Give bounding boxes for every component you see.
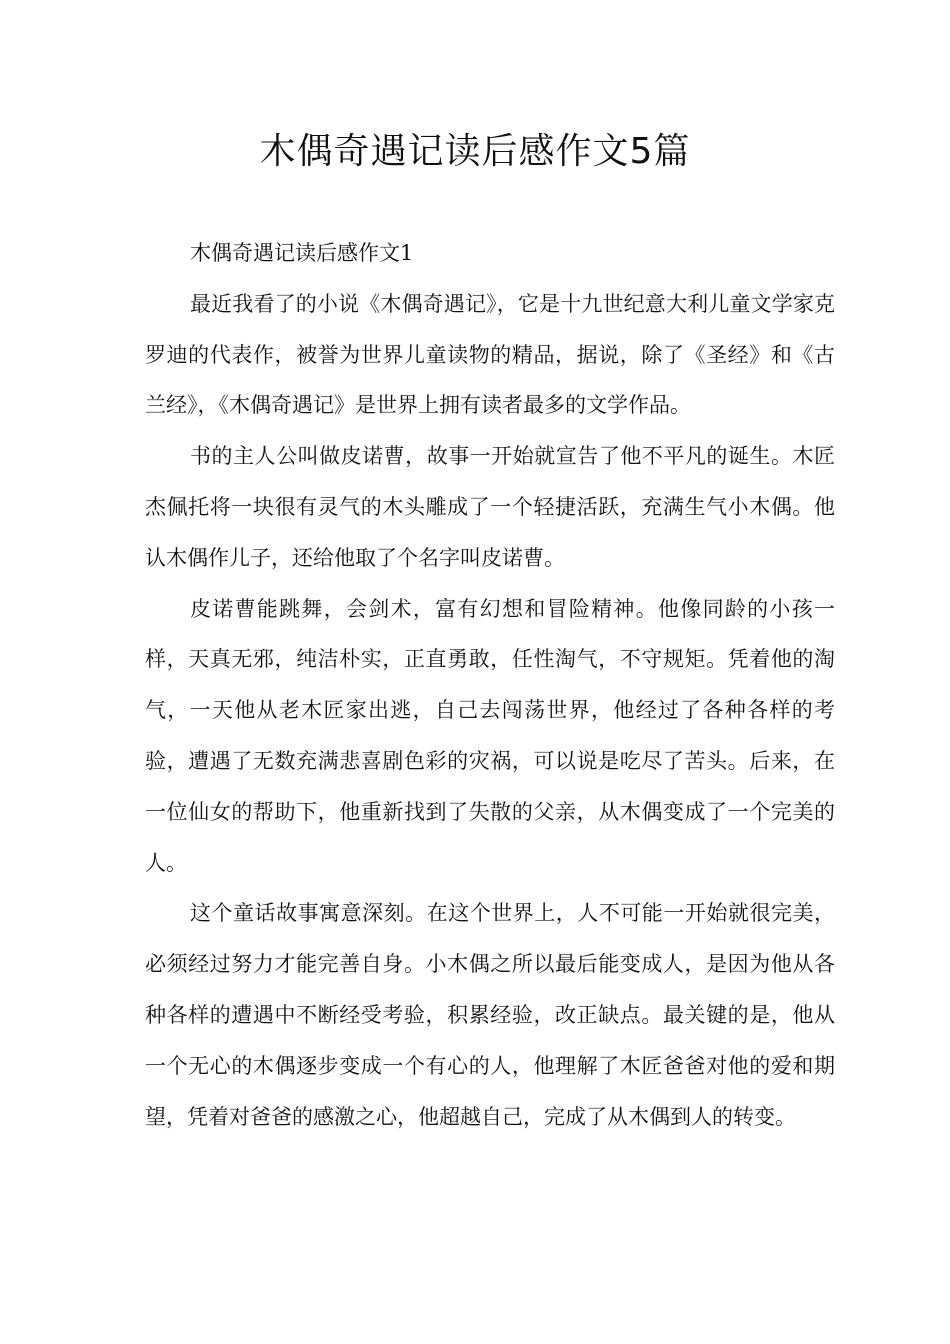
paragraph-3: 皮诺曹能跳舞，会剑术，富有幻想和冒险精神。他像同龄的小孩一样，天真无邪，纯洁朴实，正直勇敢，任性淘气，不守规矩。凭着他的淘气，一天他从老木匠家出逃，自己去闯荡世界，他经过了各种各样的考验，遭遇了无数充满悲喜剧色彩的灾祸，可以说是吃尽了苦头。后来，在一位仙女的帮助下，他重新找到了失散的父亲，从木偶变成了一个完美的人。: [145, 596, 835, 875]
paragraph-1: 最近我看了的小说《木偶奇遇记》，它是十九世纪意大利儿童文学家克罗迪的代表作，被誉为世界儿童读物的精品，据说，除了《圣经》和《古兰经》，《木偶奇遇记》是世界上拥有读者最多的文学作品。: [145, 291, 835, 418]
document-body: [145, 228, 835, 1142]
document-title: 木偶奇遇记读后感作文5篇: [259, 131, 691, 172]
paragraph-2: 书的主人公叫做皮诺曹，故事一开始就宣告了他不平凡的诞生。木匠杰佩托将一块很有灵气的木头雕成了一个轻捷活跃，充满生气小木偶。他认木偶作儿子，还给他取了个名字叫皮诺曹。: [145, 444, 835, 570]
essay-heading: 木偶奇遇记读后感作文1: [190, 241, 414, 265]
paragraph-4: 这个童话故事寓意深刻。在这个世界上，人不可能一开始就很完美，必须经过努力才能完善自身。小木偶之所以最后能变成人，是因为他从各种各样的遭遇中不断经受考验，积累经验，改正缺点。最关键的是，他从一个无心的木偶逐步变成一个有心的人，他理解了木匠爸爸对他的爱和期望，凭着对爸爸的感激之心，他超越自己，完成了从木偶到人的转变。: [145, 901, 835, 1129]
